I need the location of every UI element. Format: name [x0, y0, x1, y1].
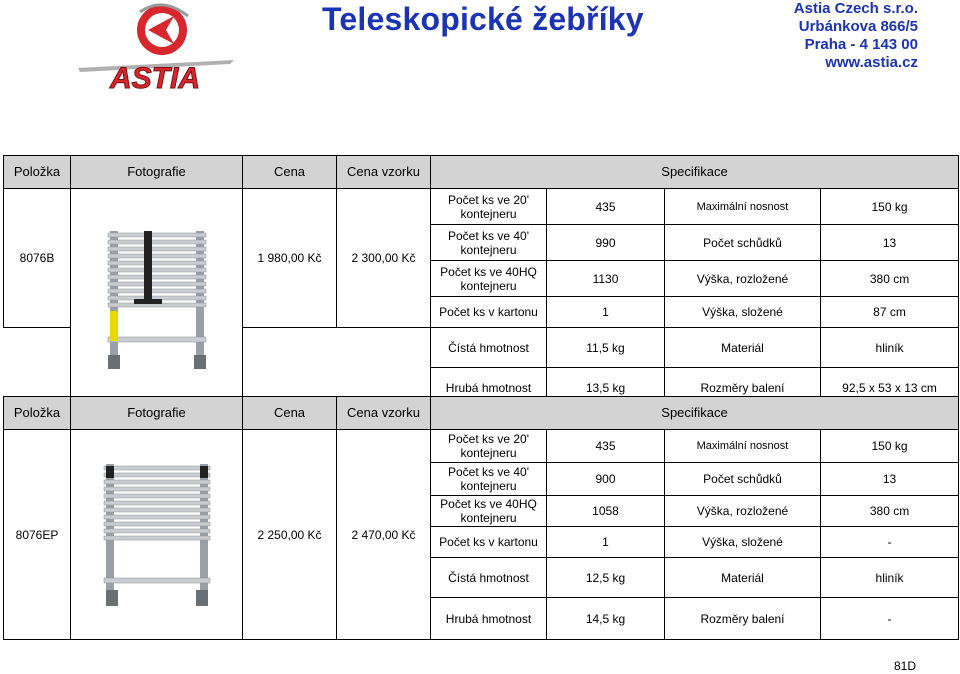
spec-value: hliník	[821, 328, 959, 368]
row-label: Počet ks ve 40HQ kontejneru	[431, 496, 547, 527]
col-sample-price: Cena vzorku	[337, 397, 431, 430]
item-code: 8076B	[4, 189, 71, 328]
price: 2 250,00 Kč	[243, 430, 337, 640]
col-price: Cena	[243, 397, 337, 430]
spec-value: hliník	[821, 558, 959, 598]
col-item: Položka	[4, 397, 71, 430]
col-photo: Fotografie	[71, 397, 243, 430]
row-value: 435	[547, 430, 665, 463]
row-label: Počet ks ve 40' kontejneru	[431, 225, 547, 261]
spec-name: Maximální nosnost	[665, 189, 821, 225]
row-label: Čístá hmotnost	[431, 328, 547, 368]
spec-name: Materiál	[665, 558, 821, 598]
empty-cell	[4, 328, 71, 368]
company-address	[794, 0, 918, 72]
astia-logo	[70, 2, 240, 94]
sample-price: 2 300,00 Kč	[337, 189, 431, 328]
row-label: Počet ks ve 40' kontejneru	[431, 463, 547, 496]
spec-name: Počet schůdků	[665, 463, 821, 496]
row-value: 1058	[547, 496, 665, 527]
row-label: Čístá hmotnost	[431, 558, 547, 598]
row-value: 1130	[547, 261, 665, 297]
spec-value: 92,5 x 53 x 13 cm	[821, 368, 959, 408]
row-value: 1	[547, 527, 665, 558]
page-number: 81D	[893, 659, 916, 673]
empty-cell	[337, 328, 431, 368]
row-label: Počet ks ve 20' kontejneru	[431, 430, 547, 463]
spec-name: Výška, rozložené	[665, 261, 821, 297]
spec-value: 13	[821, 463, 959, 496]
empty-cell	[243, 328, 337, 368]
spec-name: Rozměry balení	[665, 368, 821, 408]
row-label: Počet ks v kartonu	[431, 527, 547, 558]
row-value: 435	[547, 189, 665, 225]
spec-value: -	[821, 527, 959, 558]
spec-value: 87 cm	[821, 297, 959, 328]
telescopic-ladder-icon	[96, 225, 218, 371]
product-table-2	[3, 396, 959, 640]
company-website[interactable]: www.astia.cz	[825, 54, 918, 71]
row-value: 1	[547, 297, 665, 328]
row-label: Počet ks ve 20' kontejneru	[431, 189, 547, 225]
spec-name: Maximální nosnost	[665, 430, 821, 463]
spec-name: Rozměry balení	[665, 598, 821, 640]
table-header-row	[4, 156, 959, 189]
company-name: Astia Czech s.r.o.	[793, 0, 918, 17]
spec-name: Výška, složené	[665, 527, 821, 558]
col-item: Položka	[4, 156, 71, 189]
row-label: Počet ks ve 40HQ kontejneru	[431, 261, 547, 297]
spec-value: 380 cm	[821, 261, 959, 297]
table-row	[4, 189, 959, 225]
row-value: 900	[547, 463, 665, 496]
row-value: 14,5 kg	[547, 598, 665, 640]
spec-value: -	[821, 598, 959, 640]
spec-value: 13	[821, 225, 959, 261]
row-value: 13,5 kg	[547, 368, 665, 408]
sample-price: 2 470,00 Kč	[337, 430, 431, 640]
col-spec: Specifikace	[431, 397, 959, 430]
product-photo	[71, 430, 243, 640]
spec-value: 150 kg	[821, 189, 959, 225]
spec-value: 380 cm	[821, 496, 959, 527]
page-title: Teleskopické žebříky	[322, 1, 644, 37]
spec-name: Materiál	[665, 328, 821, 368]
row-label: Hrubá hmotnost	[431, 598, 547, 640]
price: 1 980,00 Kč	[243, 189, 337, 328]
table-header-row	[4, 397, 959, 430]
col-photo: Fotografie	[71, 156, 243, 189]
telescopic-ladder-icon	[96, 462, 218, 608]
row-label: Počet ks v kartonu	[431, 297, 547, 328]
product-photo	[71, 189, 243, 408]
spec-name: Výška, složené	[665, 297, 821, 328]
row-value: 12,5 kg	[547, 558, 665, 598]
col-sample-price: Cena vzorku	[337, 156, 431, 189]
table-row	[4, 430, 959, 463]
spec-name: Výška, rozložené	[665, 496, 821, 527]
row-label: Hrubá hmotnost	[431, 368, 547, 408]
spec-name: Počet schůdků	[665, 225, 821, 261]
row-value: 990	[547, 225, 665, 261]
company-street: Urbánkova 866/5	[798, 18, 918, 35]
spec-value: 150 kg	[821, 430, 959, 463]
item-code: 8076EP	[4, 430, 71, 640]
product-table-1	[3, 155, 959, 408]
row-value: 11,5 kg	[547, 328, 665, 368]
svg-text:ASTIA: ASTIA	[110, 62, 200, 94]
col-price: Cena	[243, 156, 337, 189]
col-spec: Specifikace	[431, 156, 959, 189]
company-city: Praha - 4 143 00	[804, 36, 918, 53]
